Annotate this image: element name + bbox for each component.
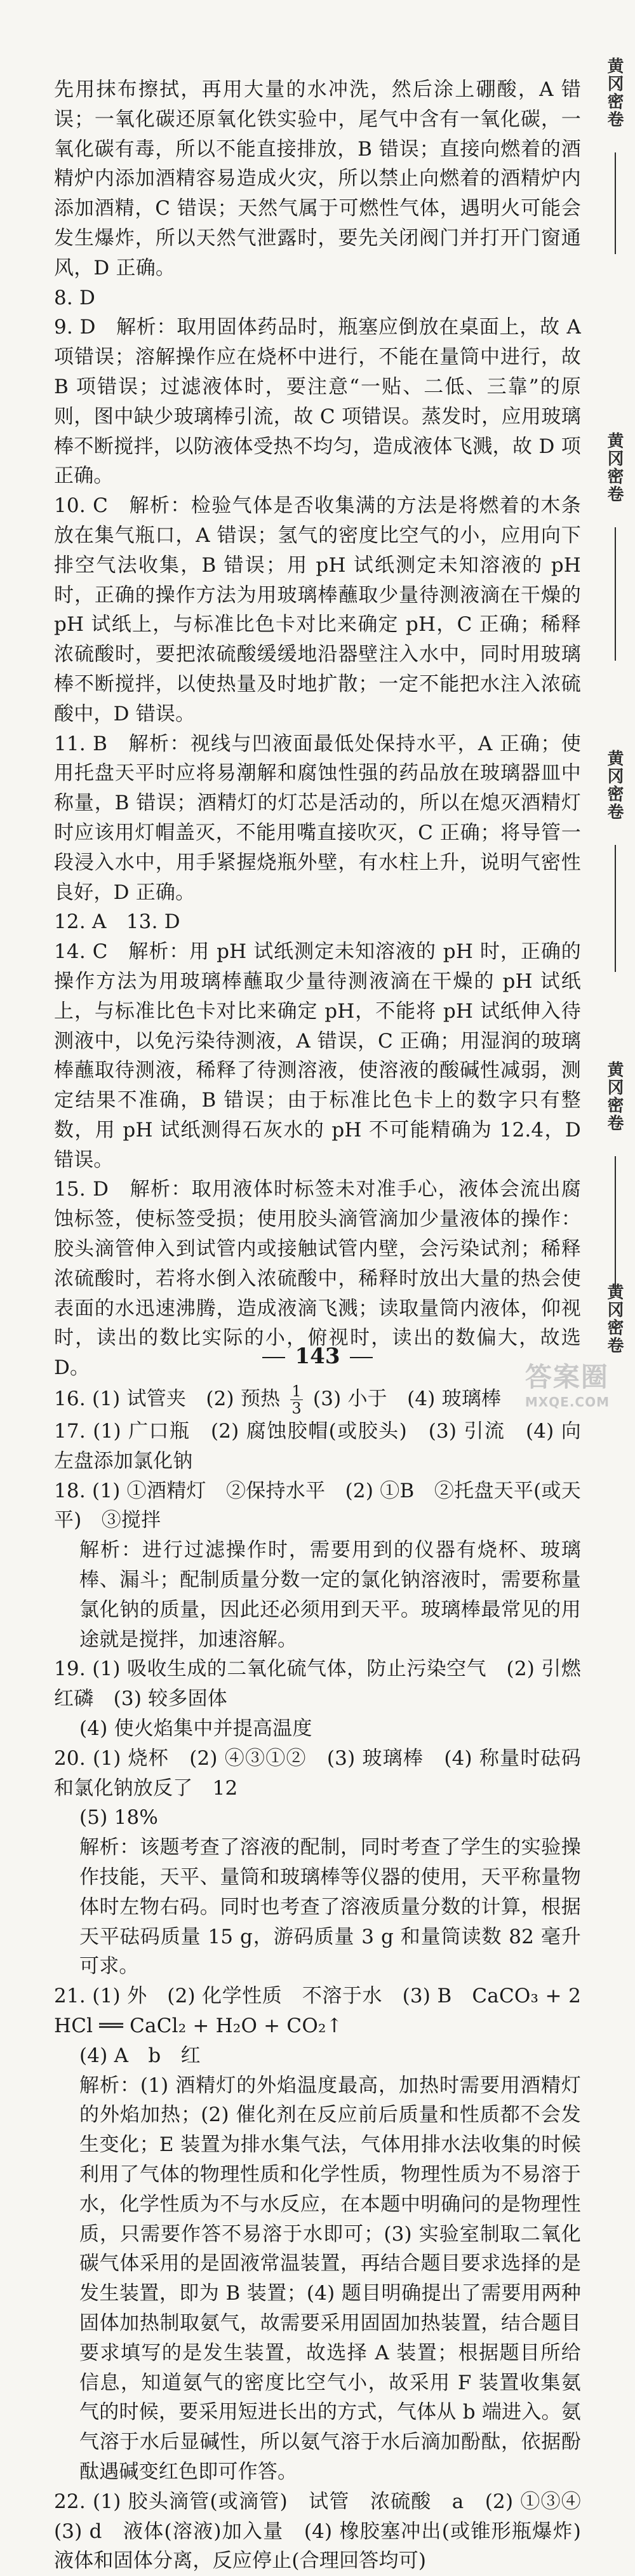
answer-19: 19. (1) 吸收生成的二氧化硫气体，防止污染空气 (2) 引燃红磷 (3) 较多固体 xyxy=(54,1657,581,1711)
paragraph-continued: 先用抹布擦拭，再用大量的水冲洗，然后涂上硼酸，A 错误；一氧化碳还原氧化铁实验中，尾气中含有一氧化碳，一氧化碳有毒，所以不能直接排放，B 错误；直接向燃着的酒精炉内添加酒精容易造成火灾，所以禁止向燃着的酒精炉内添加酒精，C 错误；天然气属于可燃性气体，遇明火可能会发生爆炸，所以天然气泄露时，要先关闭阀门并打开门窗通风，D 正确。 xyxy=(54,78,581,280)
answer-11: 11. B 解析：视线与凹液面最低处保持水平，A 正确；使用托盘天平时应将易潮解和腐蚀性强的药品放在玻璃器皿中称量，B 错误；酒精灯的灯芯是活动的，所以在熄灭酒精灯时应该用灯帽盖灭，不能用嘴直接吹灭，C 正确；将导管一段浸入水中，用手紧握烧瓶外壁，有水柱上升，说明气密性良好，D 正确。 xyxy=(54,732,581,904)
footer-dash-left xyxy=(262,1357,285,1358)
footer-dash-right xyxy=(350,1357,373,1358)
fraction-numerator: 1 xyxy=(291,1382,302,1401)
side-label-3: 黄冈密卷 xyxy=(605,750,624,821)
fraction xyxy=(290,1383,302,1417)
answer-18-explanation: 解析：进行过滤操作时，需要用到的仪器有烧杯、玻璃棒、漏斗；配制质量分数一定的氯化钠溶液时，需要称量氯化钠的质量，因此还必须用到天平。玻璃棒最常见的用途就是搅拌，加速溶解。 xyxy=(79,1539,581,1651)
answer-10: 10. C 解析：检验气体是否收集满的方法是将燃着的木条放在集气瓶口，A 错误；氢气的密度比空气的小，应用向下排空气法收集，B 错误；用 pH 试纸测定未知溶液的 pH 时，正确的操作方法为用玻璃棒蘸取少量待测液滴在干燥的 pH 试纸上，与标准比色卡对比来确定 pH，C 正确；稀释浓硫酸时，要把浓硫酸缓缓地沿器壁注入水中，同时用玻璃棒不断搅拌，以使热量及时地扩散；一定不能把水注入浓硫酸中，D 错误。 xyxy=(54,494,581,725)
answer-16-part-a: 16. (1) 试管夹 (2) 预热 xyxy=(54,1387,281,1411)
answer-16 xyxy=(54,1383,581,1417)
side-label-1: 黄冈密卷 xyxy=(605,57,624,128)
page-number: 143 xyxy=(295,1344,340,1369)
answer-17: 17. (1) 广口瓶 (2) 腐蚀胶帽(或胶头) (3) 引流 (4) 向左盘添加氯化钠 xyxy=(54,1420,581,1473)
fraction-denominator: 3 xyxy=(291,1399,302,1418)
answer-15: 15. D 解析：取用液体时标签未对准手心，液体会流出腐蚀标签，使标签受损；使用胶头滴管滴加少量液体的操作：胶头滴管伸入到试管内或接触试管内壁，会污染试剂；稀释浓硫酸时，若将水倒入浓硫酸中，稀释时放出大量的热会使表面的水迅速沸腾，造成液滴飞溅；读取量筒内液体，仰视时，读出的数比实际的小，俯视时，读出的数偏大，故选 D。 xyxy=(54,1178,581,1380)
answer-14: 14. C 解析：用 pH 试纸测定未知溶液的 pH 时，正确的操作方法为用玻璃棒蘸取少量待测液滴在干燥的 pH 试纸上，与标准比色卡对比来确定 pH，不能将 pH 试纸伸入待测液中，以免污染待测液，A 错误，C 正确；用湿润的玻璃棒蘸取待测液，稀释了待测溶液，使溶液的酸碱性减弱，测定结果不准确，B 错误；由于标准比色卡上的数字只有整数，用 pH 试纸测得石灰水的 pH 不可能精确为 12.4，D 错误。 xyxy=(54,940,581,1171)
answer-21-explanation: 解析：(1) 酒精灯的外焰温度最高，加热时需要用酒精灯的外焰加热；(2) 催化剂在反应前后质量和性质都不会发生变化；E 装置为排水集气法，气体用排水法收集的时候利用了气体的物理性质和化学性质，物理性质为不易溶于水，化学性质为不与水反应，在本题中明确问的是物理性质，只需要作答不易溶于水即可；(3) 实验室制取二氧化碳气体采用的是固液常温装置，再结合题目要求选择的是发生装置，即为 B 装置；(4) 题目明确提出了需要用两种固体加热制取氨气，故需要采用固固加热装置，结合题目要求填写的是发生装置，故选择 A 装置；根据题目所给信息，知道氨气的密度比空气小，故采用 F 装置收集氨气的时候，要采用短进长出的方式，气体从 b 端进入。氨气溶于水后显碱性，所以氨气溶于水后滴加酚酞，依据酚酞遇碱变红色即可作答。 xyxy=(79,2074,581,2483)
answer-18: 18. (1) ①酒精灯 ②保持水平 (2) ①B ②托盘天平(或天平) ③搅拌 xyxy=(54,1479,581,1532)
side-divider-2 xyxy=(615,527,616,661)
watermark-main: 答案圈 xyxy=(525,1361,609,1393)
answer-21-part-4: (4) A b 红 xyxy=(79,2044,201,2067)
watermark-logo xyxy=(525,1356,610,1410)
answer-20-part-5: (5) 18% xyxy=(79,1806,159,1830)
answer-21: 21. (1) 外 (2) 化学性质 不溶于水 (3) B CaCO₃ + 2HCl ══ CaCl₂ + H₂O + CO₂↑ xyxy=(54,1985,581,2037)
answer-20-explanation: 解析：该题考查了溶液的配制，同时考查了学生的实验操作技能，天平、量筒和玻璃棒等仪器的使用，天平称量物体时左物右码。同时也考查了溶液质量分数的计算，根据天平砝码质量 15 g，游码质量 3 g 和量筒读数 82 毫升可求。 xyxy=(79,1836,581,1978)
side-divider-1 xyxy=(615,152,616,254)
side-label-5: 黄冈密卷 xyxy=(605,1283,624,1354)
side-divider-4 xyxy=(615,1156,616,1296)
answer-text-body xyxy=(54,75,601,2576)
watermark-sub: MXQE.COM xyxy=(525,1394,610,1410)
answer-22: 22. (1) 胶头滴管(或滴管) 试管 浓硫酸 a (2) ①③④ (3) d 液体(溶液)加入量 (4) 橡胶塞冲出(或锥形瓶爆炸) 液体和固体分离，反应停止(合理回答均可) xyxy=(54,2490,601,2573)
answer-19-part-4: (4) 使火焰集中并提高温度 xyxy=(79,1717,312,1741)
answer-12-13: 12. A 13. D xyxy=(54,910,180,934)
side-label-2: 黄冈密卷 xyxy=(605,432,624,503)
answer-9: 9. D 解析：取用固体药品时，瓶塞应倒放在桌面上，故 A 项错误；溶解操作应在烧杯中进行，不能在量筒中进行，故 B 项错误；过滤液体时，要注意“一贴、二低、三靠”的原则，图中缺少玻璃棒引流，故 C 项错误。蒸发时，应用玻璃棒不断搅拌，以防液体受热不均匀，造成液体飞溅，故 D 项正确。 xyxy=(54,316,581,488)
answer-16-part-b: (3) 小于 (4) 玻璃棒 xyxy=(312,1387,502,1411)
side-divider-3 xyxy=(615,845,616,972)
answer-8: 8. D xyxy=(54,286,96,309)
side-label-4: 黄冈密卷 xyxy=(605,1061,624,1132)
answer-20: 20. (1) 烧杯 (2) ④③①② (3) 玻璃棒 (4) 称量时砝码和氯化钠放反了 12 xyxy=(54,1746,581,1800)
